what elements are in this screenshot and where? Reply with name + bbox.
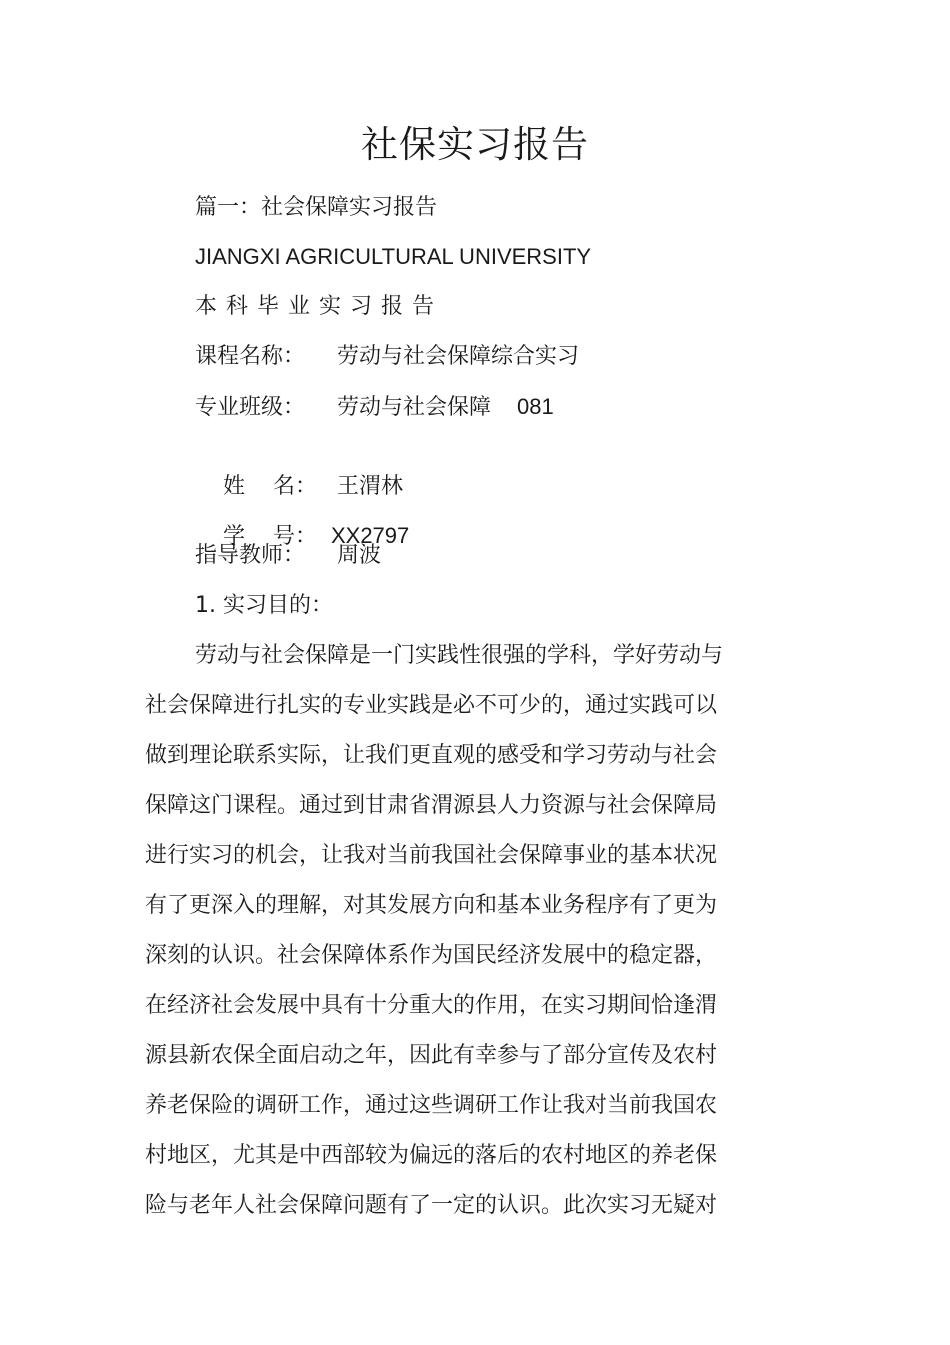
- class-label: 专业班级：: [195, 395, 306, 420]
- report-type: 本 科 毕 业 实 习 报 告: [195, 294, 435, 319]
- document-title: 社保实习报告: [361, 123, 589, 166]
- body-paragraph: [145, 631, 745, 1231]
- class-row: [195, 392, 554, 423]
- paragraph-line: 险与老年人社会保障问题有了一定的认识。此次实习无疑对: [145, 1193, 718, 1218]
- paragraph-line: 深刻的认识。社会保障体系作为国民经济发展中的稳定器，: [145, 943, 718, 968]
- paragraph-line: 劳动与社会保障是一门实践性很强的学科，学好劳动与: [195, 643, 724, 668]
- id-label: 学 号：: [222, 524, 317, 549]
- advisor-label: 指导教师：: [195, 543, 306, 568]
- name-value: 王渭林: [336, 474, 403, 499]
- course-label: 课程名称：: [195, 344, 306, 369]
- paragraph-line: 社会保障进行扎实的专业实践是必不可少的，通过实践可以: [145, 693, 718, 718]
- paragraph-line: 在经济社会发展中具有十分重大的作用，在实习期间恰逢渭: [145, 993, 718, 1018]
- paragraph-line: 有了更深入的理解，对其发展方向和基本业务程序有了更为: [145, 893, 718, 918]
- paragraph-line: 保障这门课程。通过到甘肃省渭源县人力资源与社会保障局: [145, 793, 718, 818]
- paragraph-line: 做到理论联系实际，让我们更直观的感受和学习劳动与社会: [145, 743, 718, 768]
- university-name: JIANGXI AGRICULTURAL UNIVERSITY: [195, 244, 592, 269]
- class-number: 081: [517, 394, 554, 419]
- purpose-heading: 1. 实习目的：: [195, 593, 333, 618]
- section-heading: 篇一：社会保障实习报告: [195, 195, 438, 220]
- id-value: XX2797: [330, 523, 410, 548]
- paragraph-line: 村地区，尤其是中西部较为偏远的落后的农村地区的养老保: [145, 1143, 718, 1168]
- course-row: [195, 342, 579, 372]
- paragraph-line: 进行实习的机会，让我对当前我国社会保障事业的基本状况: [145, 843, 718, 868]
- class-value: 劳动与社会保障: [337, 395, 492, 420]
- course-value: 劳动与社会保障综合实习: [337, 344, 580, 369]
- paragraph-line: 源县新农保全面启动之年，因此有幸参与了部分宣传及农村: [145, 1043, 718, 1068]
- advisor-value: 周波: [337, 543, 382, 568]
- paragraph-line: 养老保险的调研工作，通过这些调研工作让我对当前我国农: [145, 1093, 718, 1118]
- name-label: 姓 名：: [222, 474, 317, 499]
- advisor-row: [195, 541, 381, 571]
